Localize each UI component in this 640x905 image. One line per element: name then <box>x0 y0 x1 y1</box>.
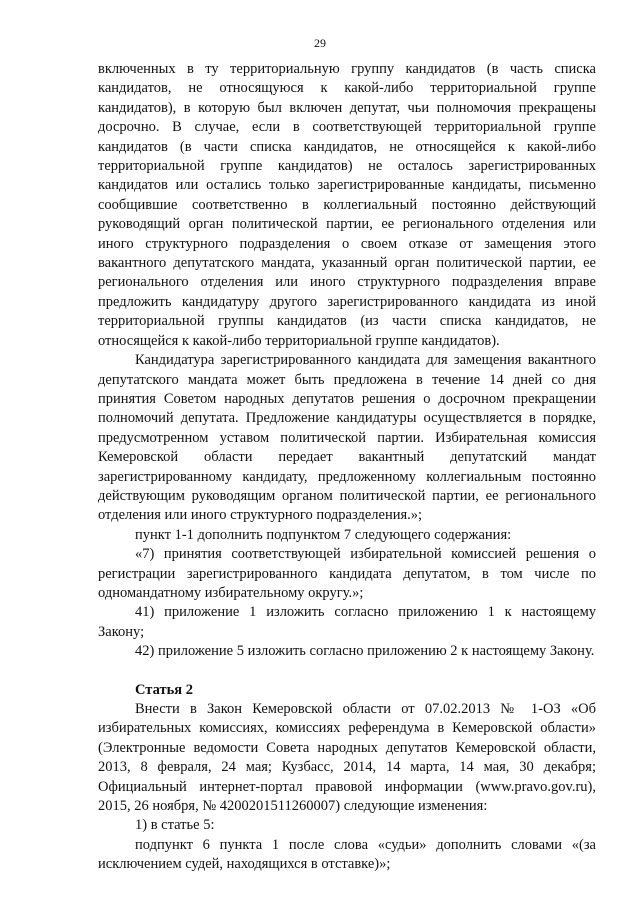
page-number: 29 <box>314 36 326 50</box>
paragraph-amend-law: Внести в Закон Кемеровской области от 07.02.2013 № 1-ОЗ «Об избирательных комиссиях, комиссиях референдума в Кемеровской области» (Электронные ведомости Совета народных депутатов Кемеровской области, 2013, 8 февраля, 24 мая; Кузбасс, 2014, 14 марта, 14 мая, 30 декабря; Официальный интернет-портал правовой информации (www.pravo.gov.ru), 2015, 26 ноября, № 4200201511260007) следующие изменения: <box>98 701 596 815</box>
paragraph-item-42: 42) приложение 5 изложить согласно приложению 2 к настоящему Закону. <box>135 643 595 660</box>
paragraph-continuation: включенных в ту территориальную группу кандидатов (в часть списка кандидатов, не относящуюся к какой-либо территориальной группе кандидатов), в которую был включен депутат, чьи полномочия прекращены досрочно. В случае, если в соответствующей территориальной группе кандидатов (в части списка кандидатов, не относящейся к какой-либо территориальной группе кандидатов) не осталось зарегистрированных кандидатов или остались только зарегистрированные кандидаты, письменно сообщившие соответственно в коллегиальный постоянно действующий руководящий орган политической партии, ее регионального отделения или иного структурного подразделения о своем отказе от замещения этого вакантного депутатского мандата, указанный орган политической партии, ее регионального отделения или иного структурного подразделения вправе предложить кандидатуру другого зарегистрированного кандидата из иной территориальной группы кандидатов (из части списка кандидатов, не относящейся к какой-либо территориальной группе кандидатов). <box>98 61 596 349</box>
paragraph-clause-1-1: пункт 1-1 дополнить подпунктом 7 следующего содержания: <box>135 526 512 543</box>
article-heading: Статья 2 <box>135 681 193 698</box>
paragraph-article-5: 1) в статье 5: <box>135 817 215 834</box>
paragraph-subclause-6: подпункт 6 пункта 1 после слова «судьи» дополнить словами «(за исключением судей, находящихся в отставке)»; <box>98 836 596 873</box>
document-body <box>98 60 596 875</box>
paragraph-subclause-7: «7) принятия соответствующей избирательной комиссией решения о регистрации зарегистрированного кандидата депутатом, в том числе по одномандатному избирательному округу.»; <box>98 546 596 601</box>
paragraph-item-41: 41) приложение 1 изложить согласно приложению 1 к настоящему Закону; <box>98 604 596 640</box>
paragraph-candidature: Кандидатура зарегистрированного кандидата для замещения вакантного депутатского мандата может быть предложена в течение 14 дней со дня принятия Советом народных депутатов решения о досрочном прекращении полномочий депутата. Предложение кандидатуры осуществляется в порядке, предусмотренном уставом политической партии. Избирательная комиссия Кемеровской области передает вакантный депутатский мандат зарегистрированному кандидату, предложенному коллегиальным постоянно действующим руководящим органом политической партии, ее регионального отделения или иного структурного подразделения.»; <box>98 352 596 524</box>
